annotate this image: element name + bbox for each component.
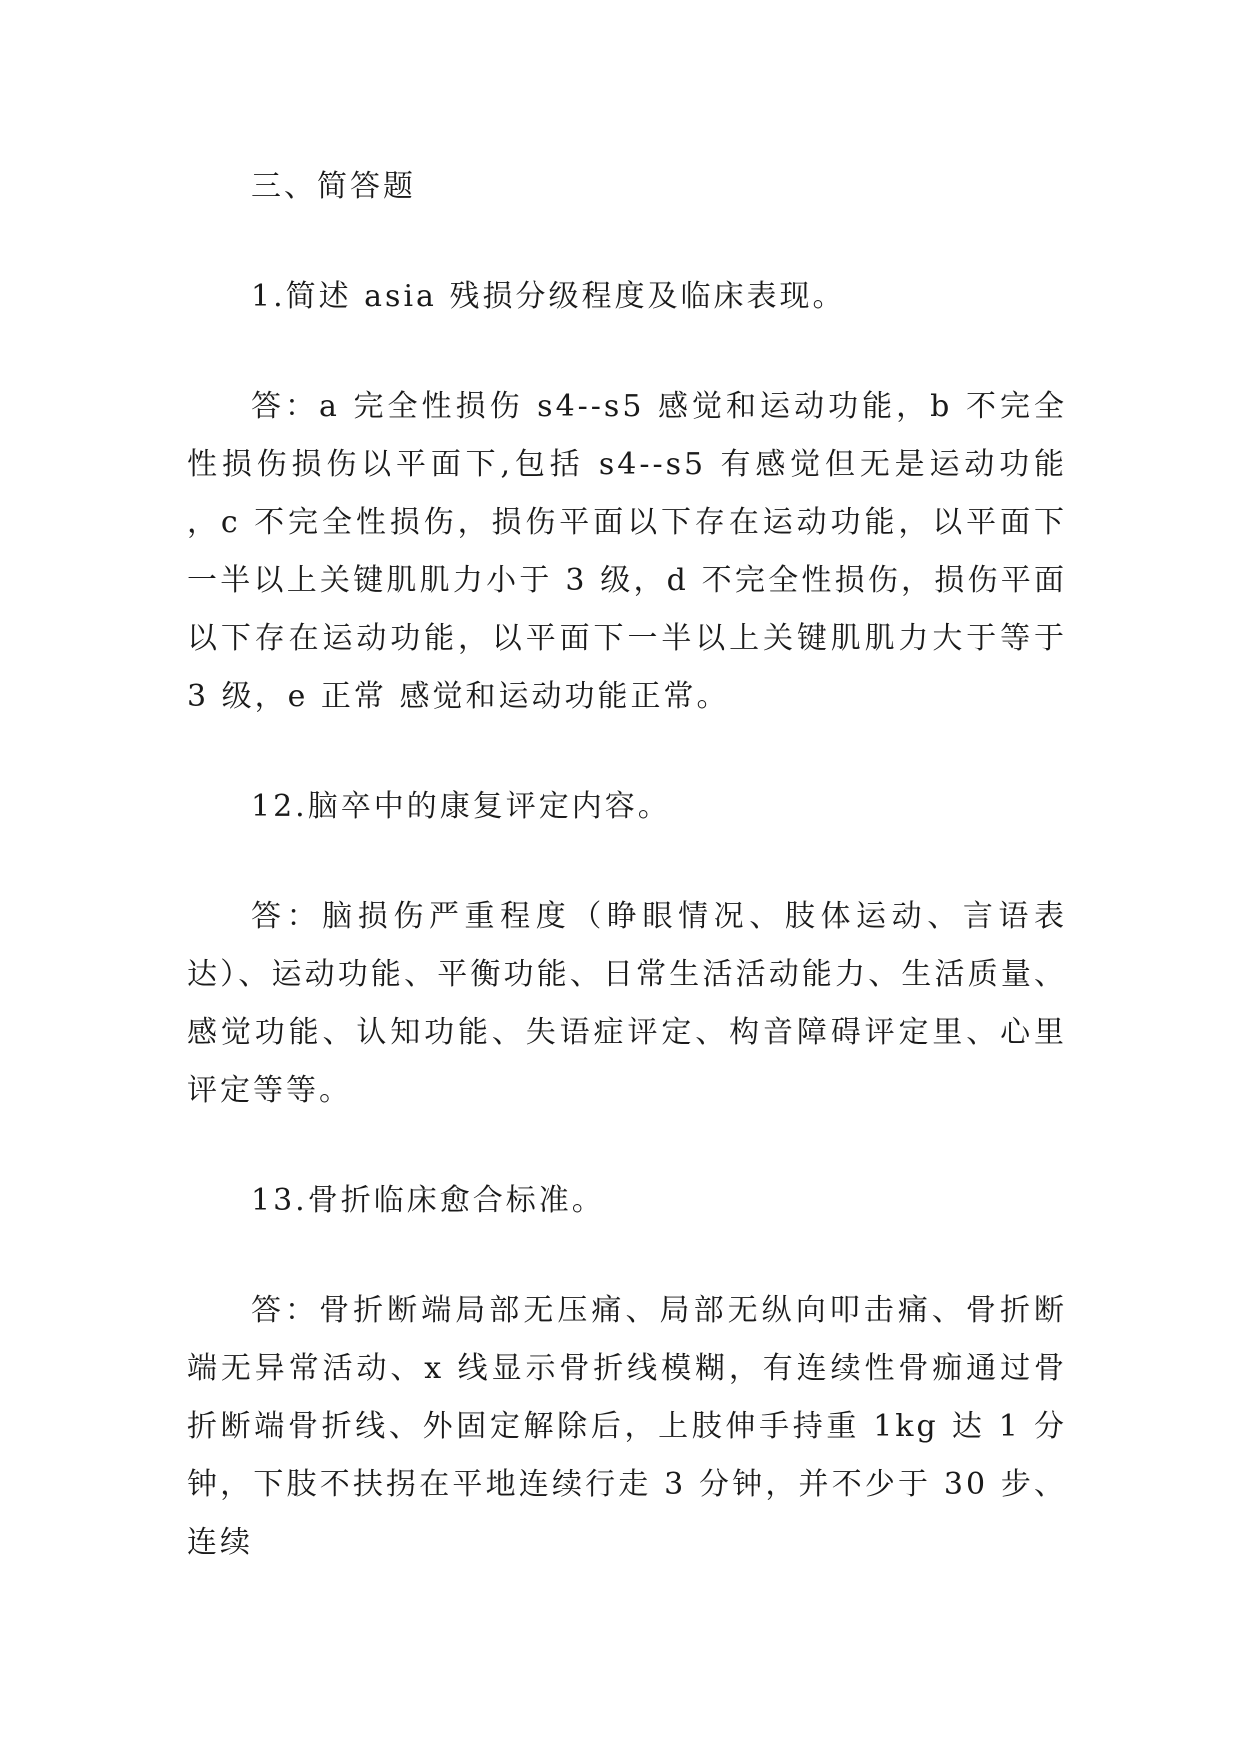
answer-12: 答：脑损伤严重程度（睁眼情况、肢体运动、言语表达）、运动功能、平衡功能、日常生活活动能力、生活质量、感觉功能、认知功能、失语症评定、构音障碍评定里、心里评定等等。 — [187, 899, 1067, 1108]
question-1: 1.简述 asia 残损分级程度及临床表现。 — [251, 279, 846, 314]
question-12: 12.脑卒中的康复评定内容。 — [251, 789, 671, 824]
answer-1: 答：a 完全性损伤 s4--s5 感觉和运动功能，b 不完全性损伤损伤以平面下,包括 s4--s5 有感觉但无是运动功能 ，c 不完全性损伤，损伤平面以下存在运动功能，以平面下一半以上关键肌肌力小于 3 级，d 不完全性损伤，损伤平面以下存在运动功能，以平面下一半以上关键肌肌力大于等于 3 级，e 正常 感觉和运动功能正常。 — [187, 389, 1067, 714]
question-13: 13.骨折临床愈合标准。 — [251, 1183, 605, 1218]
answer-13: 答：骨折断端局部无压痛、局部无纵向叩击痛、骨折断端无异常活动、x 线显示骨折线模糊，有连续性骨痂通过骨折断端骨折线、外固定解除后，上肢伸手持重 1kg 达 1 分钟，下肢不扶拐在平地连续行走 3 分钟，并不少于 30 步、连续 — [187, 1293, 1067, 1560]
document-body — [187, 158, 1067, 1572]
section-heading: 三、简答题 — [251, 169, 416, 204]
